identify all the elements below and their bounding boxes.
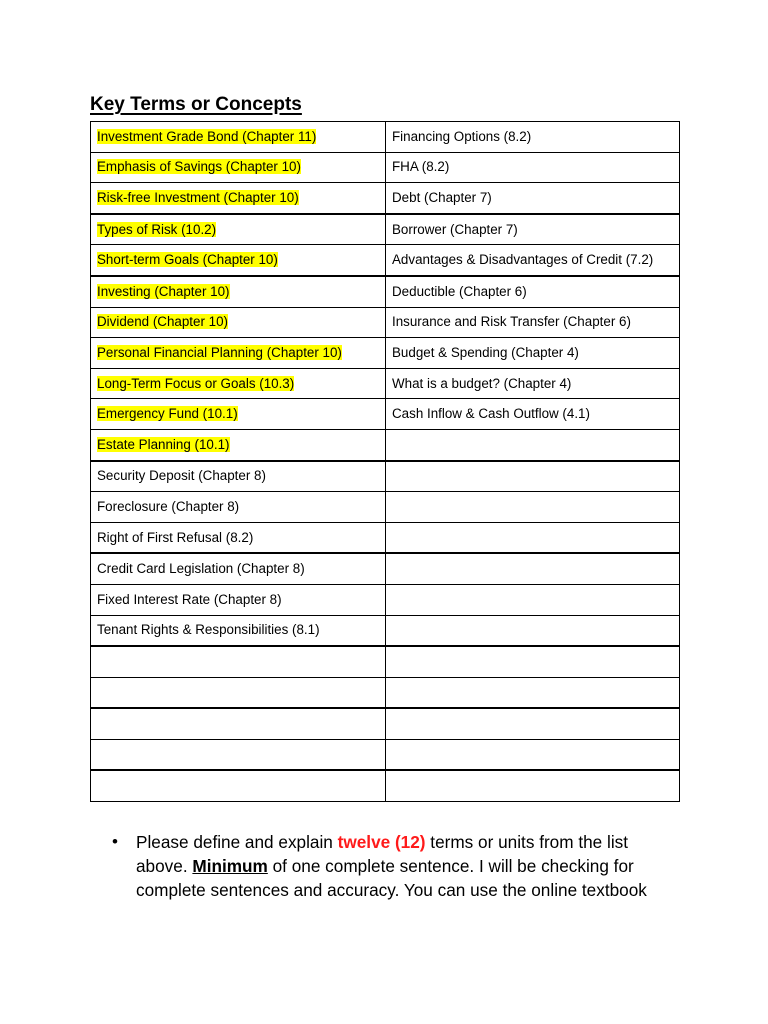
term-text: Credit Card Legislation (Chapter 8) (97, 561, 305, 577)
instruction-part-2: terms or units from the list above. (136, 832, 629, 876)
table-row (91, 708, 680, 739)
term-text: Dividend (Chapter 10) (97, 314, 228, 330)
term-cell-right (386, 461, 680, 492)
term-text: Types of Risk (10.2) (97, 221, 217, 237)
instruction-text (136, 830, 676, 902)
term-cell-right (386, 522, 680, 553)
term-cell-right (386, 338, 680, 369)
term-text: Emergency Fund (10.1) (97, 406, 238, 422)
term-cell-right (386, 307, 680, 338)
term-cell-left (91, 739, 386, 770)
table-row (91, 368, 680, 399)
table-row (91, 677, 680, 708)
table-row (91, 770, 680, 801)
term-cell-right (386, 276, 680, 307)
table-row (91, 584, 680, 615)
term-cell-left (91, 307, 386, 338)
term-cell-left (91, 214, 386, 245)
instruction-part-3: of one complete sentence. I will be checking for complete sentences and accuracy. You can use the online textbook (136, 856, 647, 900)
term-text: Security Deposit (Chapter 8) (97, 468, 266, 484)
term-text: Foreclosure (Chapter 8) (97, 498, 240, 514)
term-text: Advantages & Disadvantages of Credit (7.2) (392, 252, 654, 268)
term-text: Personal Financial Planning (Chapter 10) (97, 344, 342, 360)
table-row (91, 276, 680, 307)
term-cell-right (386, 770, 680, 801)
table-row (91, 338, 680, 369)
term-text: Financing Options (8.2) (392, 128, 532, 144)
term-text: Investment Grade Bond (Chapter 11) (97, 128, 317, 144)
term-cell-left (91, 553, 386, 584)
term-cell-left (91, 122, 386, 153)
term-cell-left (91, 615, 386, 646)
term-text: FHA (8.2) (392, 159, 450, 175)
key-terms-table-body (91, 122, 680, 802)
term-cell-right (386, 615, 680, 646)
term-cell-right (386, 183, 680, 214)
term-cell-right (386, 553, 680, 584)
term-cell-right (386, 152, 680, 183)
term-text: Insurance and Risk Transfer (Chapter 6) (392, 314, 631, 330)
term-cell-right (386, 122, 680, 153)
table-row (91, 214, 680, 245)
term-text: Debt (Chapter 7) (392, 189, 492, 205)
key-terms-table (90, 121, 680, 802)
term-text: Deductible (Chapter 6) (392, 283, 527, 299)
term-cell-left (91, 429, 386, 460)
term-cell-right (386, 399, 680, 430)
term-text: Estate Planning (10.1) (97, 436, 230, 452)
term-text: Long-Term Focus or Goals (10.3) (97, 375, 295, 391)
term-cell-right (386, 584, 680, 615)
term-cell-right (386, 677, 680, 708)
term-text: Tenant Rights & Responsibilities (8.1) (97, 622, 320, 638)
term-cell-left (91, 245, 386, 276)
term-cell-right (386, 646, 680, 677)
page-title: Key Terms or Concepts (90, 94, 302, 115)
term-text: Risk-free Investment (Chapter 10) (97, 189, 299, 205)
table-row (91, 615, 680, 646)
table-row (91, 152, 680, 183)
term-cell-left (91, 522, 386, 553)
term-cell-left (91, 152, 386, 183)
term-text: Investing (Chapter 10) (97, 283, 230, 299)
term-cell-left (91, 461, 386, 492)
term-cell-left (91, 368, 386, 399)
table-row (91, 183, 680, 214)
term-cell-right (386, 429, 680, 460)
term-cell-right (386, 368, 680, 399)
table-row (91, 553, 680, 584)
instruction-part-1: Please define and explain (136, 832, 338, 852)
term-cell-left (91, 708, 386, 739)
term-cell-left (91, 338, 386, 369)
instruction-emphasis-minimum: Minimum (192, 856, 268, 876)
term-cell-right (386, 708, 680, 739)
table-row (91, 492, 680, 523)
table-row (91, 461, 680, 492)
term-cell-left (91, 492, 386, 523)
term-cell-right (386, 492, 680, 523)
term-cell-left (91, 399, 386, 430)
term-cell-left (91, 276, 386, 307)
term-cell-right (386, 739, 680, 770)
bullet-dot-icon: • (112, 832, 118, 851)
table-row (91, 429, 680, 460)
term-text: Budget & Spending (Chapter 4) (392, 344, 579, 360)
term-text: Fixed Interest Rate (Chapter 8) (97, 591, 282, 607)
table-row (91, 522, 680, 553)
term-cell-right (386, 214, 680, 245)
term-text: Borrower (Chapter 7) (392, 221, 518, 237)
term-text: What is a budget? (Chapter 4) (392, 375, 572, 391)
term-cell-right (386, 245, 680, 276)
term-cell-left (91, 183, 386, 214)
term-cell-left (91, 770, 386, 801)
table-row (91, 399, 680, 430)
table-row (91, 739, 680, 770)
term-text: Right of First Refusal (8.2) (97, 529, 254, 545)
term-cell-left (91, 584, 386, 615)
term-text: Short-term Goals (Chapter 10) (97, 252, 278, 268)
table-row (91, 646, 680, 677)
term-cell-left (91, 677, 386, 708)
term-text: Emphasis of Savings (Chapter 10) (97, 159, 301, 175)
instruction-emphasis-count: twelve (12) (337, 832, 426, 852)
term-text: Cash Inflow & Cash Outflow (4.1) (392, 406, 590, 422)
table-row (91, 245, 680, 276)
table-row (91, 122, 680, 153)
term-cell-left (91, 646, 386, 677)
table-row (91, 307, 680, 338)
